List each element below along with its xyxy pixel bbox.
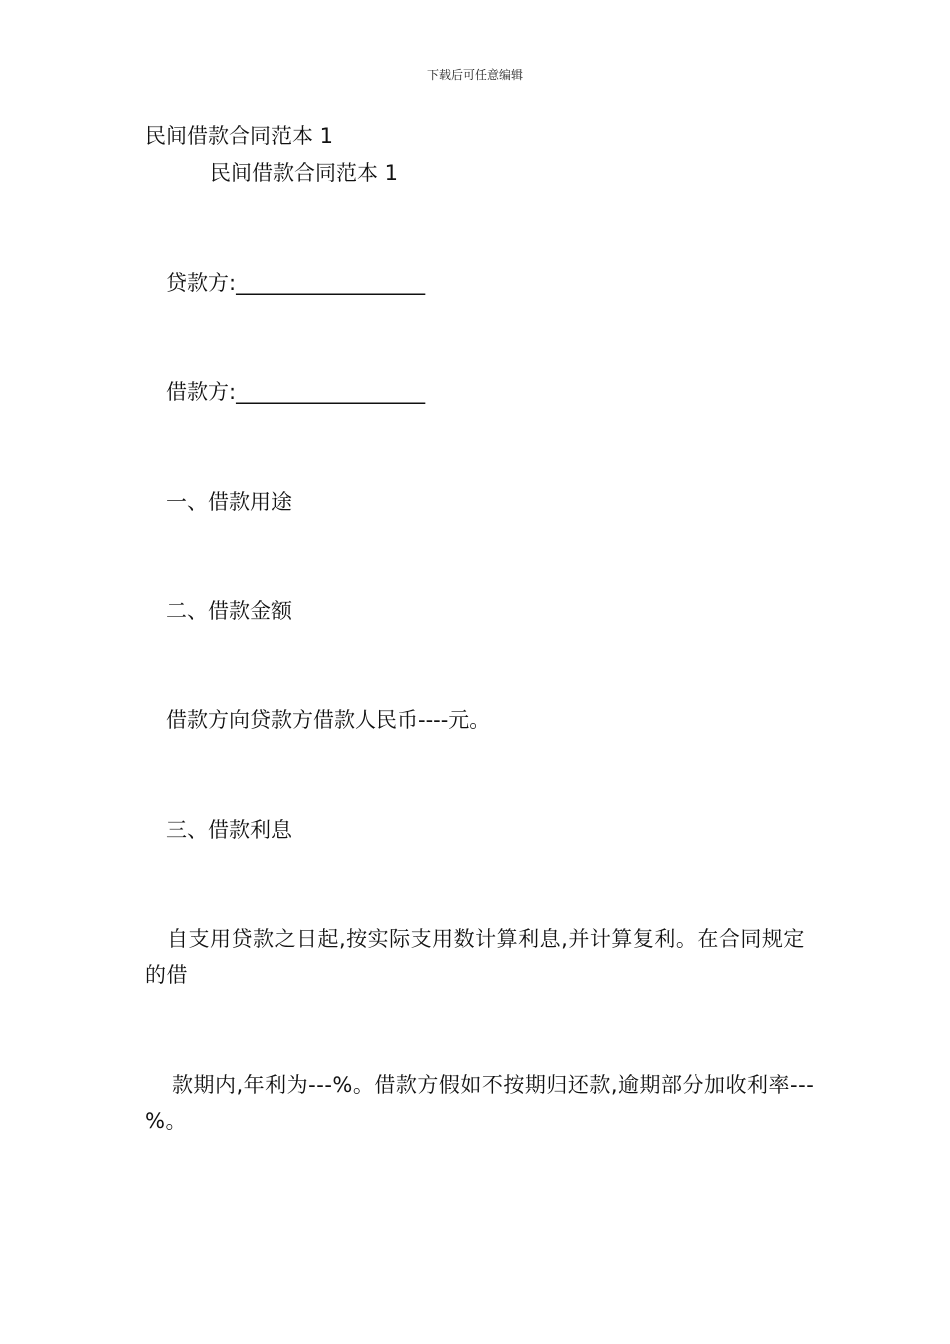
borrower-field-line: 借款方:__________________ xyxy=(166,380,426,404)
section-heading-purpose: 一、借款用途 xyxy=(166,490,292,514)
amount-paragraph: 借款方向贷款方借款人民币----元。 xyxy=(166,708,491,732)
lender-field-line: 贷款方:__________________ xyxy=(166,271,426,295)
interest-paragraph-2 xyxy=(145,1067,825,1139)
interest-paragraph-1-text: 自支用贷款之日起,按实际支用数计算利息,并计算复利。在合同规定的借 xyxy=(145,927,805,987)
section-heading-amount: 二、借款金额 xyxy=(166,599,292,623)
section-heading-interest: 三、借款利息 xyxy=(166,818,292,842)
interest-paragraph-2-text: 款期内,年利为---%。借款方假如不按期归还款,逾期部分加收利率---%。 xyxy=(145,1073,815,1133)
contract-title: 民间借款合同范本 1 xyxy=(210,161,399,185)
page-header: 下载后可任意编辑 xyxy=(426,68,523,82)
document-title: 民间借款合同范本 1 xyxy=(145,124,334,148)
interest-paragraph-1 xyxy=(145,921,825,993)
